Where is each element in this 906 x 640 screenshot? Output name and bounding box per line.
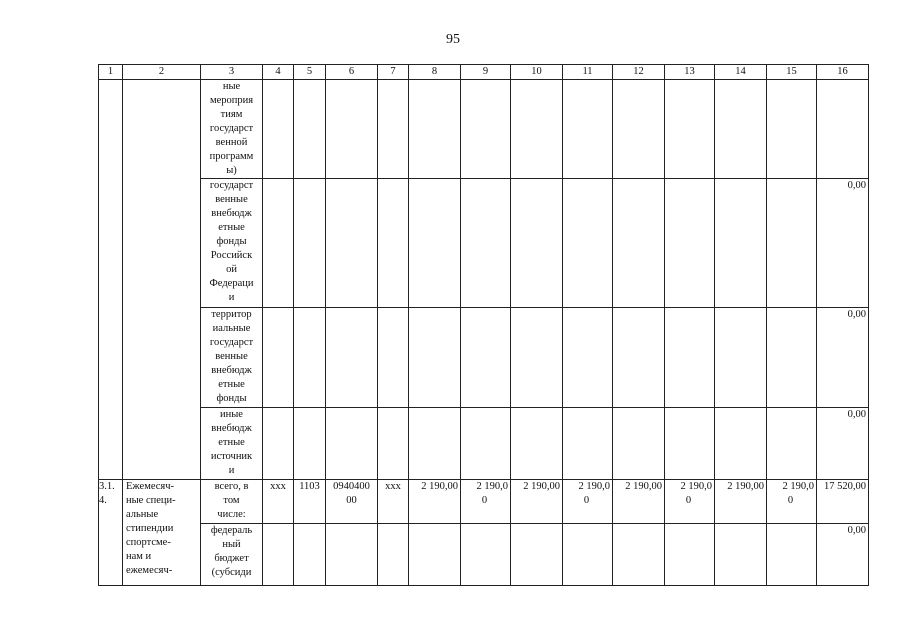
col-header: 16 (817, 65, 869, 80)
table-row (99, 179, 869, 308)
col-header: 13 (665, 65, 715, 80)
funding-source-cell: всего, в том числе: (201, 480, 263, 524)
table-cell: 1103 (294, 480, 326, 524)
funding-source-cell: федераль ный бюджет (субсиди (201, 524, 263, 586)
table-row (99, 524, 869, 586)
value-cell: 2 190,00 (715, 480, 767, 524)
col-header: 6 (326, 65, 378, 80)
col-header: 15 (767, 65, 817, 80)
table-row (99, 480, 869, 524)
col-header: 14 (715, 65, 767, 80)
table-row (99, 308, 869, 408)
total-cell (817, 80, 869, 179)
col-header: 4 (263, 65, 294, 80)
funding-source-cell: ные мероприя тиям государст венной программ ы) (201, 80, 263, 179)
total-cell: 17 520,00 (817, 480, 869, 524)
table-cell (123, 80, 201, 480)
col-header: 10 (511, 65, 563, 80)
value-cell: 2 190,0 0 (461, 480, 511, 524)
value-cell: 2 190,00 (409, 480, 461, 524)
col-header: 2 (123, 65, 201, 80)
col-header: 3 (201, 65, 263, 80)
col-header: 7 (378, 65, 409, 80)
value-cell: 2 190,00 (511, 480, 563, 524)
funding-source-cell: государст венные внебюдж етные фонды Российск ой Федераци и (201, 179, 263, 308)
budget-table (98, 64, 869, 586)
value-cell: 2 190,0 0 (665, 480, 715, 524)
table-cell: 0940400 00 (326, 480, 378, 524)
table-cell: ххх (378, 480, 409, 524)
value-cell: 2 190,0 0 (563, 480, 613, 524)
col-header: 9 (461, 65, 511, 80)
value-cell: 2 190,00 (613, 480, 665, 524)
col-header: 8 (409, 65, 461, 80)
item-number-cell: 3.1. 4. (99, 480, 123, 586)
table-row (99, 80, 869, 179)
col-header: 5 (294, 65, 326, 80)
funding-source-cell: территор иальные государст венные внебюдж етные фонды (201, 308, 263, 408)
col-header: 11 (563, 65, 613, 80)
total-cell: 0,00 (817, 524, 869, 586)
col-header: 12 (613, 65, 665, 80)
page-number: 95 (446, 32, 460, 47)
table-cell (99, 80, 123, 480)
col-header: 1 (99, 65, 123, 80)
table-row (99, 408, 869, 480)
total-cell: 0,00 (817, 179, 869, 308)
value-cell: 2 190,0 0 (767, 480, 817, 524)
table-cell: ххх (263, 480, 294, 524)
header-row (99, 65, 869, 80)
total-cell: 0,00 (817, 408, 869, 480)
item-name-cell: Ежемесяч- ные специ- альные стипендии спортсме- нам и ежемесяч- (123, 480, 201, 586)
total-cell: 0,00 (817, 308, 869, 408)
funding-source-cell: иные внебюдж етные источник и (201, 408, 263, 480)
